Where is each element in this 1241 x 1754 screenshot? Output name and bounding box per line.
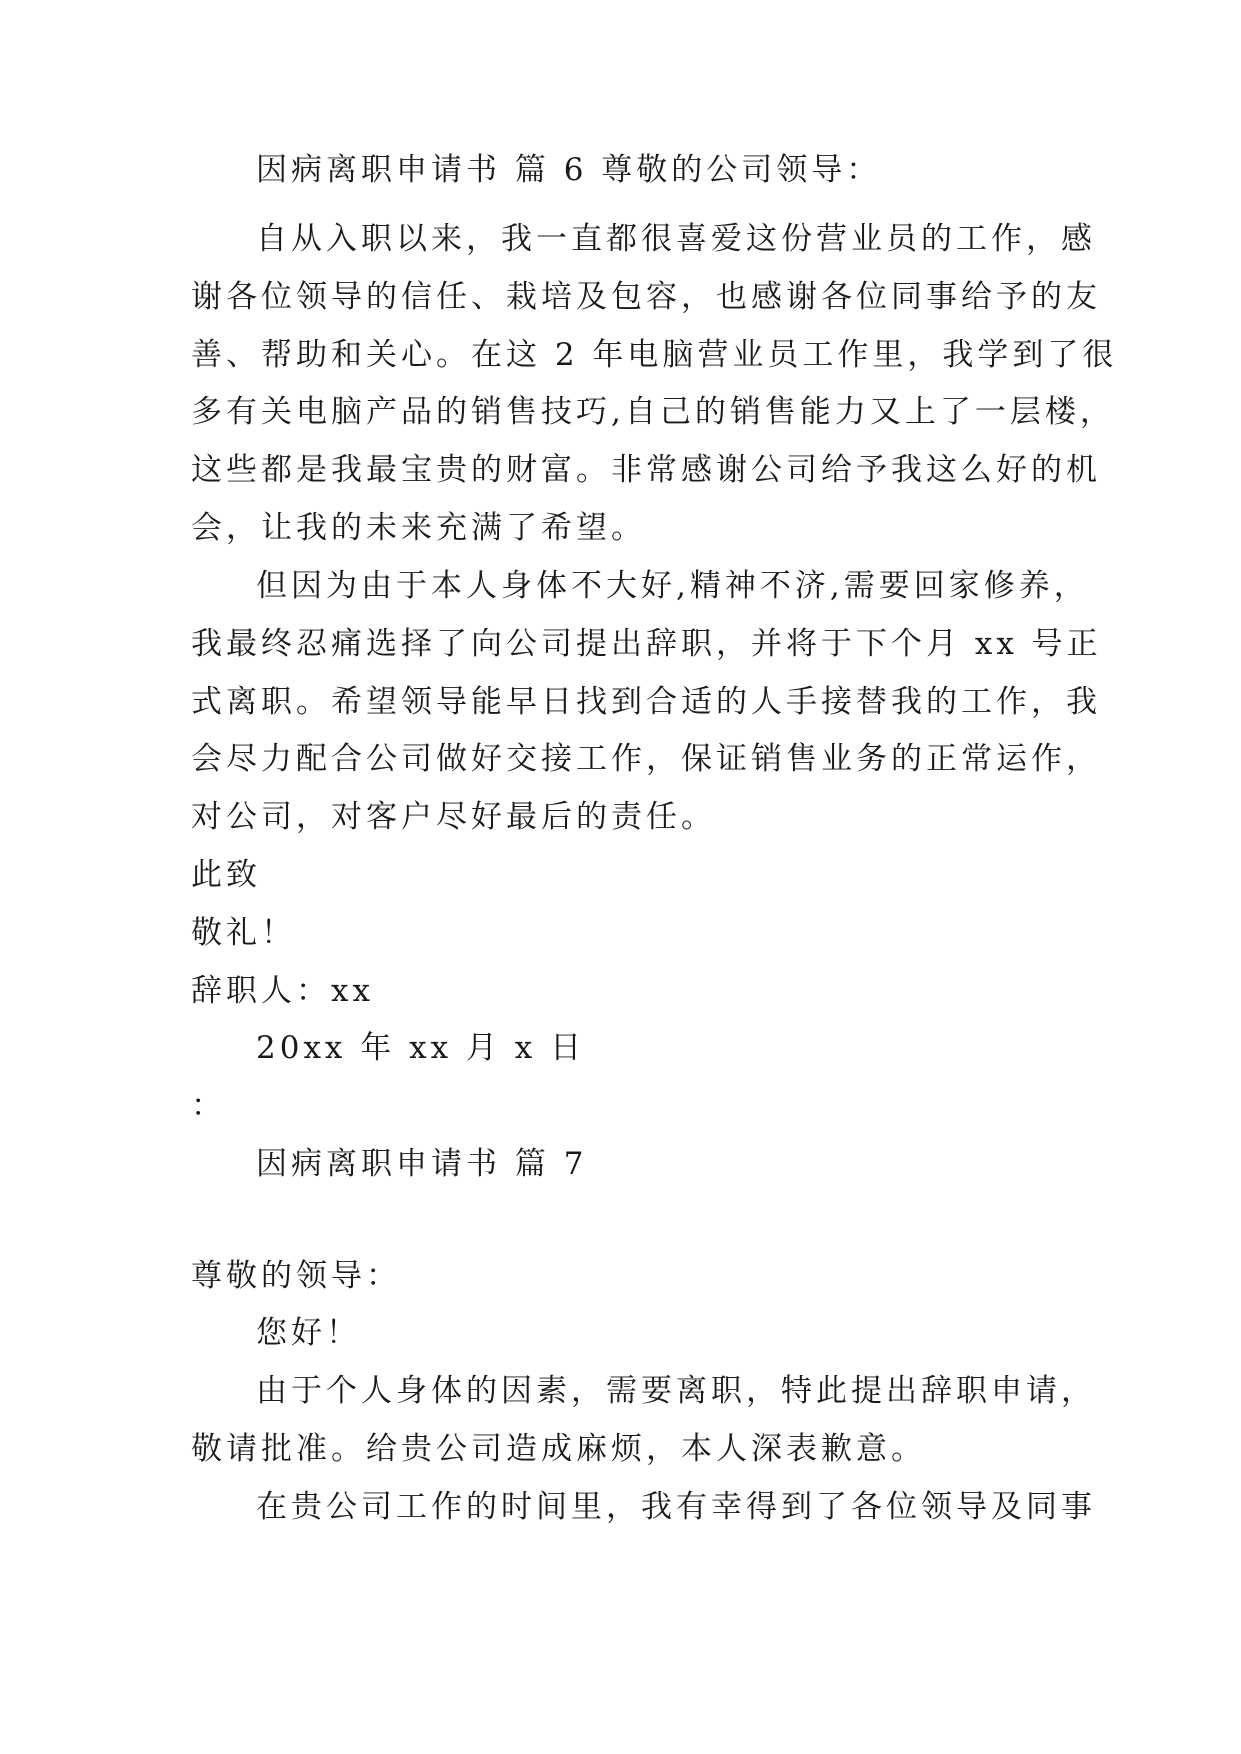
section6-title: 因病离职申请书 篇 6 尊敬的公司领导： [256,152,882,188]
stray-colon: ： [191,1088,226,1124]
section6-para1-line2: 谢各位领导的信任、栽培及包容，也感谢各位同事给予的友 [191,279,1101,315]
section7-salutation: 尊敬的领导： [191,1258,401,1294]
section6-para2-line5: 对公司，对客户尽好最后的责任。 [191,799,716,835]
section6-para2-line4: 会尽力配合公司做好交接工作，保证销售业务的正常运作， [191,741,1101,777]
section7-para1-line1: 由于个人身体的因素，需要离职，特此提出辞职申请， [256,1373,1096,1409]
section6-para2-line3: 式离职。希望领导能早日找到合适的人手接替我的工作，我 [191,684,1101,720]
date-line: 20xx 年 xx 月 x 日 [256,1030,586,1066]
section7-title: 因病离职申请书 篇 7 [256,1146,588,1182]
section6-para1-line1: 自从入职以来，我一直都很喜爱这份营业员的工作，感 [256,221,1096,257]
section6-para1-line5: 这些都是我最宝贵的财富。非常感谢公司给予我这么好的机 [191,452,1101,488]
section6-para1-line4: 多有关电脑产品的销售技巧,自己的销售能力又上了一层楼， [191,394,1115,430]
section7-greeting: 您好！ [256,1315,361,1351]
signer-line: 辞职人：xx [191,973,374,1009]
section6-para2-line1: 但因为由于本人身体不大好,精神不济,需要回家修养， [256,568,1089,604]
closing-cizhi: 此致 [191,857,261,893]
section6-para1-line6: 会，让我的未来充满了希望。 [191,510,646,546]
closing-jingli: 敬礼！ [191,915,296,951]
section6-para1-line3: 善、帮助和关心。在这 2 年电脑营业员工作里，我学到了很 [191,337,1118,373]
section6-para2-line2: 我最终忍痛选择了向公司提出辞职，并将于下个月 xx 号正 [191,626,1102,662]
section7-para1-line2: 敬请批准。给贵公司造成麻烦，本人深表歉意。 [191,1431,926,1467]
section7-para2-line1: 在贵公司工作的时间里，我有幸得到了各位领导及同事 [256,1489,1096,1525]
